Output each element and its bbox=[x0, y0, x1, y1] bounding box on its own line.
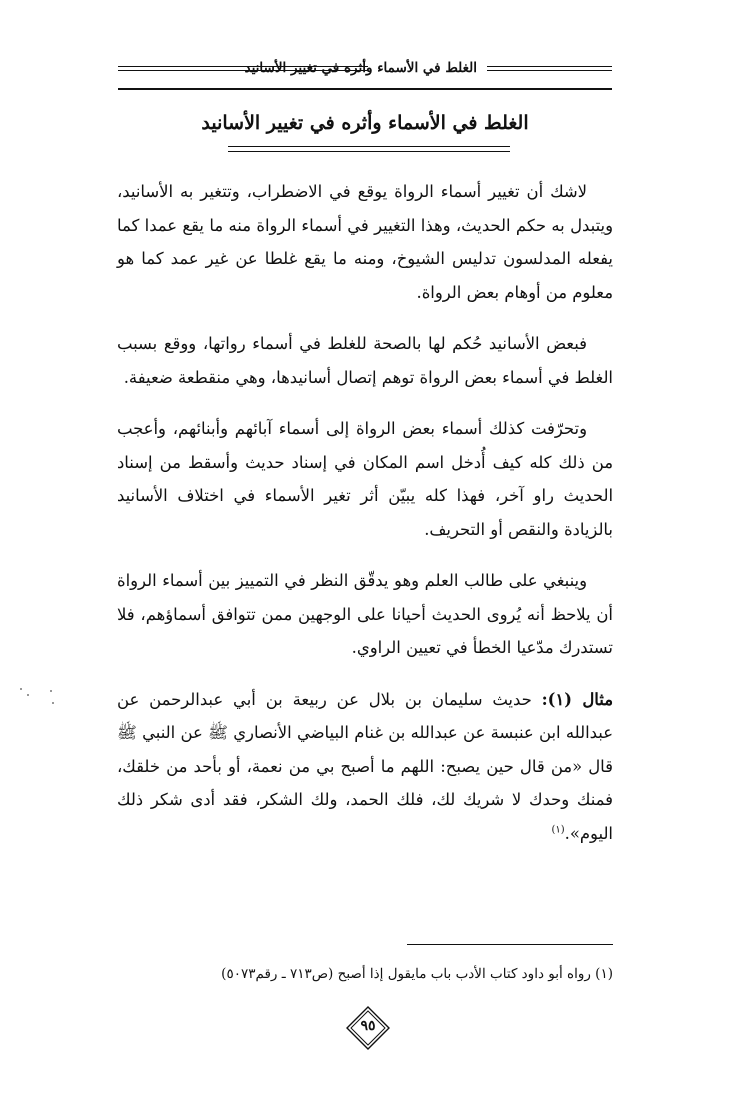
running-header-title: الغلط في الأسماء وأثره في تغيير الأسانيد bbox=[244, 60, 477, 76]
header-rule-left bbox=[118, 66, 368, 71]
example-text: حديث سليمان بن بلال عن ربيعة بن أبي عبدالرحمن عن عبدالله ابن عنبسة عن عبدالله بن غنام البياضي الأنصاري ﷺ عن النبي ﷺ قال «من قال حين يصبح: اللهم ما أصبح بي من نعمة، أو بأحد من خلقك، فمنك وحدك لا شريك لك، فلك الحمد، ولك الشكر، فقد أدى شكر ذلك اليوم». bbox=[117, 689, 613, 843]
example-label: مثال (١): bbox=[541, 689, 613, 709]
title-underline-2 bbox=[228, 151, 510, 152]
page-number-ornament bbox=[346, 1006, 390, 1050]
page-number: ٩٥ bbox=[360, 1018, 376, 1034]
scan-speck bbox=[27, 694, 29, 696]
paragraph-2: فبعض الأسانيد حُكم لها بالصحة للغلط في أسماء رواتها، ووقع بسبب الغلط في أسماء بعض الرواة توهم إتصال أسانيدها، وهي منقطعة ضعيفة. bbox=[117, 334, 613, 387]
paragraph-4: وينبغي على طالب العلم وهو يدقّق النظر في التمييز بين أسماء الرواة أن يلاحظ أنه يُروى الحديث أحيانا على الوجهين ممن تتوافق أسماؤهم، فلا تستدرك مدّعيا الخطأ في تعيين الراوي. bbox=[117, 571, 613, 657]
scan-speck bbox=[20, 688, 22, 690]
footnote-reference[interactable]: (١) bbox=[551, 824, 565, 836]
paragraph-1: لاشك أن تغيير أسماء الرواة يوقع في الاضطراب، وتتغير به الأسانيد، ويتبدل به حكم الحديث، وهذا التغيير في أسماء الرواة منه ما يقع عمدا كما يفعله المدلسون تدليس الشيوخ، ومنه ما يقع غلطا عن غير عمد كما هو معلوم من أوهام بعض الرواة. bbox=[117, 182, 613, 302]
body-text bbox=[117, 175, 613, 868]
scan-speck bbox=[50, 690, 52, 692]
footnote: (١) رواه أبو داود كتاب الأدب باب مايقول إذا أصبح (ص٧١٣ ـ رقم٥٠٧٣) bbox=[221, 966, 613, 982]
header-rule-right bbox=[487, 66, 612, 71]
title-underline-1 bbox=[228, 146, 510, 147]
header-bottom-rule bbox=[118, 88, 612, 90]
scan-speck bbox=[52, 702, 54, 704]
running-header bbox=[118, 58, 612, 82]
chapter-title: الغلط في الأسماء وأثره في تغيير الأسانيد bbox=[201, 112, 529, 134]
example-paragraph bbox=[117, 683, 613, 851]
paragraph-3: وتحرّفت كذلك أسماء بعض الرواة إلى أسماء آبائهم وأبنائهم، وأعجب من ذلك كله كيف أُدخل اسم المكان في إسناد حديث وأسقط من إسناد الحديث راو آخر، فهذا كله يبيّن أثر تغير الأسماء في اختلاف الأسانيد بالزيادة والنقص أو التحريف. bbox=[117, 419, 613, 539]
footnote-separator bbox=[407, 944, 613, 945]
